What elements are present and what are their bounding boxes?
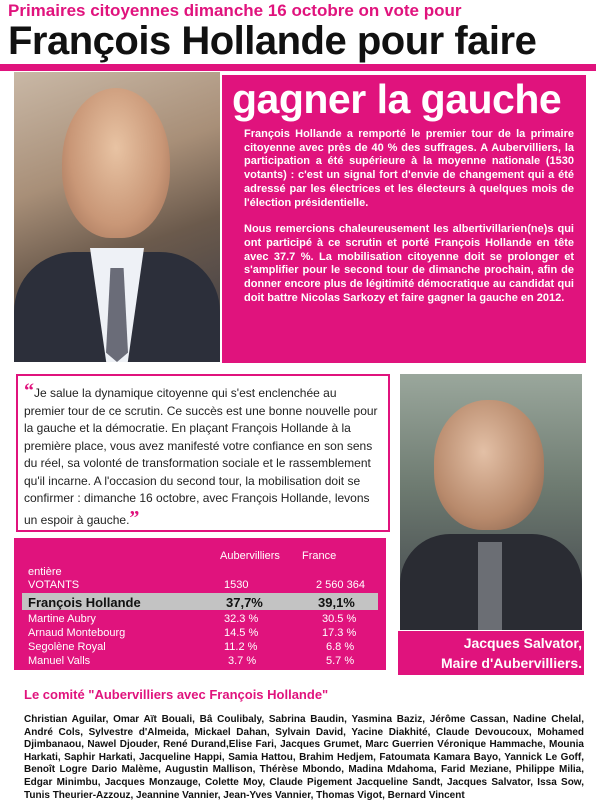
caption-role: Maire d'Aubervilliers. [440, 655, 582, 671]
article-body [244, 128, 574, 318]
row-value-aubervilliers: 3.7 % [228, 655, 257, 667]
row-value-france: 39,1% [318, 595, 355, 610]
photo-caption [398, 631, 584, 675]
row-value-aubervilliers: 11.2 % [224, 641, 258, 653]
row-value-france: 6.8 % [326, 641, 355, 653]
row-name: François Hollande [28, 595, 141, 610]
open-quote-mark: “ [24, 380, 34, 402]
column-header-france: France [302, 550, 337, 562]
column-header-aubervilliers: Aubervilliers [220, 550, 280, 562]
photo-jacques-salvator [400, 374, 582, 630]
mayor-quote [24, 380, 380, 530]
row-value-france: 30.5 % [322, 613, 357, 625]
article-paragraph-1: François Hollande a remporté le premier tour de la primaire citoyenne avec près de 40 % des suffrages. A Aubervilliers, la participation a été supérieure à la moyenne nationale (1530 votants) : c'est un signal fort d'envie de changement qui a été adressé par les électrices et les électeurs à quelques mois de l'élection présidentielle. [244, 128, 574, 209]
tie-shape [478, 542, 502, 630]
caption-name: Jacques Salvator, [463, 635, 582, 651]
row-name: Arnaud Montebourg [28, 627, 126, 639]
kicker-line: Primaires citoyennes dimanche 16 octobre on vote pour [8, 1, 462, 20]
quote-text: Je salue la dynamique citoyenne qui s'est enclenchée au premier tour de ce scrutin. Ce succès est une bonne nouvelle pour la gauche et la démocratie. En plaçant François Hollande à la première place, vous avez manifesté votre confiance en son sens du réel, sa volonté de transformation sociale et le rassemblement qu'il incarne. A l'occasion du second tour, la mobilisation doit se confirmer : dimanche 16 octobre, avec François Hollande, levons un espoir à gauche. [24, 386, 378, 528]
row-value-france: 5.7 % [326, 655, 355, 667]
row-name: Martine Aubry [28, 613, 96, 625]
committee-members: Christian Aguilar, Omar Aït Bouali, Bâ Coulibaly, Sabrina Baudin, Yasmina Baziz, Jérôme Cassan, Nadine Chelal, André Cols, Sylvestre d'Almeida, Mickael Dahan, Sylvain David, Yacine Diakhité, Claude Devoucoux, Mohamed Djimbanaou, Nawel Djouder, René Durand,Elise Fari, Jacques Grumet, Marc Guerrien Véronique Hammache, Mounia Harkati, Saphir Harkati, Jacqueline Happi, Samia Hattou, Brahim Hedjem, Fatoumata Kamara Bayo, Yannick Le Goff, Benoît Logre Dario Malème, Augustin Mallison, Thérèse Mbondo, Madina Mdahoma, Farid Meziane, Philippe Milia, Edgar Minimbu, Jacques Monzauge, Colette Moy, Claude Pigement Jacqueline Sandt, Jacques Salvator, Issa Sow, Tunis Theurier-Azzouz, Jeannine Vannier, Jean-Yves Vannier, Thomas Vigot, Bernard Vincent [24, 714, 584, 801]
close-quote-mark: ” [129, 507, 140, 530]
row-value-france: 2 560 364 [316, 579, 365, 591]
headline-continuation: gagner la gauche [232, 76, 562, 122]
row-name: VOTANTS [28, 579, 80, 591]
photo-francois-hollande [14, 72, 220, 362]
row-value-aubervilliers: 14.5 % [224, 627, 259, 639]
headline: François Hollande pour faire [8, 19, 537, 63]
row-name: Segolène Royal [28, 641, 106, 653]
row-value-aubervilliers: 1530 [224, 579, 249, 591]
accent-bar [0, 64, 596, 71]
committee-title: Le comité "Aubervilliers avec François Hollande" [24, 687, 329, 702]
row-value-aubervilliers: 32.3 % [224, 613, 259, 625]
article-paragraph-2: Nous remercions chaleureusement les albertivillarien(ne)s qui ont participé à ce scrutin et porté François Hollande en tête avec 37.7 %. La mobilisation citoyenne doit se prolonger et s'amplifier pour le second tour de dimanche prochain, afin de donner encore plus de légitimité démocratique au candidat qui doit battre Nicolas Sarkozy et faire gagner la gauche en 2012. [244, 223, 574, 304]
row-value-france: 17.3 % [322, 627, 357, 639]
face-shape [62, 88, 170, 238]
row-label-entiere: entière [28, 566, 62, 578]
row-name: Manuel Valls [28, 655, 91, 667]
face-shape [434, 400, 544, 530]
row-value-aubervilliers: 37,7% [226, 595, 263, 610]
